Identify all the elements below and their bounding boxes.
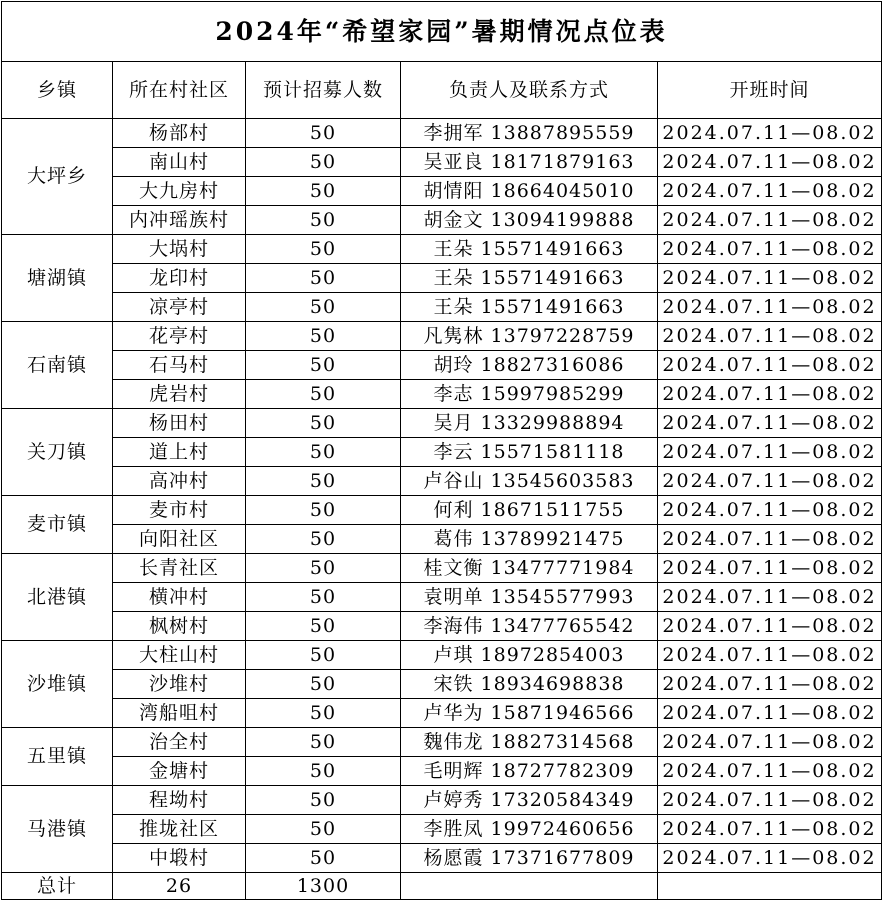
village-cell: 虎岩村 <box>113 380 246 409</box>
town-cell: 石南镇 <box>2 322 113 409</box>
count-cell: 50 <box>246 583 401 612</box>
total-row <box>2 873 882 900</box>
table-row <box>2 583 882 612</box>
date-cell: 2024.07.11—08.02 <box>658 641 882 670</box>
contact-cell: 李海伟 13477765542 <box>401 612 658 641</box>
village-cell: 南山村 <box>113 148 246 177</box>
contact-cell: 王朵 15571491663 <box>401 235 658 264</box>
table-row <box>2 728 882 757</box>
village-cell: 石马村 <box>113 351 246 380</box>
table-row <box>2 380 882 409</box>
town-cell: 麦市镇 <box>2 496 113 554</box>
village-cell: 向阳社区 <box>113 525 246 554</box>
count-cell: 50 <box>246 380 401 409</box>
contact-cell: 何利 18671511755 <box>401 496 658 525</box>
table-row <box>2 757 882 786</box>
header-date: 开班时间 <box>658 62 882 119</box>
table-row <box>2 293 882 322</box>
contact-cell: 葛伟 13789921475 <box>401 525 658 554</box>
village-cell: 湾船咀村 <box>113 699 246 728</box>
date-cell: 2024.07.11—08.02 <box>658 409 882 438</box>
date-cell: 2024.07.11—08.02 <box>658 670 882 699</box>
total-count: 1300 <box>246 873 401 900</box>
count-cell: 50 <box>246 119 401 148</box>
count-cell: 50 <box>246 235 401 264</box>
village-cell: 凉亭村 <box>113 293 246 322</box>
total-label: 总计 <box>2 873 113 900</box>
table-row <box>2 786 882 815</box>
contact-cell: 卢谷山 13545603583 <box>401 467 658 496</box>
contact-cell: 宋铁 18934698838 <box>401 670 658 699</box>
village-cell: 横冲村 <box>113 583 246 612</box>
header-village: 所在村社区 <box>113 62 246 119</box>
village-cell: 枫树村 <box>113 612 246 641</box>
date-cell: 2024.07.11—08.02 <box>658 206 882 235</box>
contact-cell: 胡情阳 18664045010 <box>401 177 658 206</box>
header-contact: 负责人及联系方式 <box>401 62 658 119</box>
count-cell: 50 <box>246 641 401 670</box>
date-cell: 2024.07.11—08.02 <box>658 467 882 496</box>
contact-cell: 吴月 13329988894 <box>401 409 658 438</box>
count-cell: 50 <box>246 699 401 728</box>
table-row <box>2 148 882 177</box>
village-cell: 道上村 <box>113 438 246 467</box>
date-cell: 2024.07.11—08.02 <box>658 322 882 351</box>
date-cell: 2024.07.11—08.02 <box>658 844 882 873</box>
village-cell: 沙堆村 <box>113 670 246 699</box>
count-cell: 50 <box>246 467 401 496</box>
count-cell: 50 <box>246 438 401 467</box>
contact-cell: 李志 15997985299 <box>401 380 658 409</box>
table-row <box>2 119 882 148</box>
village-cell: 程坳村 <box>113 786 246 815</box>
contact-cell: 王朵 15571491663 <box>401 293 658 322</box>
table-title: 2024年“希望家园”暑期情况点位表 <box>2 2 882 62</box>
table-body <box>2 2 882 900</box>
contact-cell: 胡玲 18827316086 <box>401 351 658 380</box>
date-cell: 2024.07.11—08.02 <box>658 496 882 525</box>
contact-cell: 毛明辉 18727782309 <box>401 757 658 786</box>
count-cell: 50 <box>246 670 401 699</box>
count-cell: 50 <box>246 177 401 206</box>
title-row <box>2 2 882 62</box>
table-row <box>2 815 882 844</box>
count-cell: 50 <box>246 844 401 873</box>
village-cell: 中塅村 <box>113 844 246 873</box>
table-row <box>2 264 882 293</box>
contact-cell: 桂文衡 13477771984 <box>401 554 658 583</box>
date-cell: 2024.07.11—08.02 <box>658 728 882 757</box>
table-row <box>2 351 882 380</box>
village-cell: 高冲村 <box>113 467 246 496</box>
village-cell: 杨田村 <box>113 409 246 438</box>
village-cell: 金塘村 <box>113 757 246 786</box>
table-row <box>2 322 882 351</box>
date-cell: 2024.07.11—08.02 <box>658 264 882 293</box>
contact-cell: 卢琪 18972854003 <box>401 641 658 670</box>
date-cell: 2024.07.11—08.02 <box>658 699 882 728</box>
contact-cell: 李拥军 13887895559 <box>401 119 658 148</box>
table-row <box>2 554 882 583</box>
date-cell: 2024.07.11—08.02 <box>658 351 882 380</box>
contact-cell: 吴亚良 18171879163 <box>401 148 658 177</box>
town-cell: 马港镇 <box>2 786 113 873</box>
contact-cell: 卢婷秀 17320584349 <box>401 786 658 815</box>
header-town: 乡镇 <box>2 62 113 119</box>
village-cell: 推垅社区 <box>113 815 246 844</box>
position-table <box>1 1 882 900</box>
date-cell: 2024.07.11—08.02 <box>658 757 882 786</box>
table-row <box>2 641 882 670</box>
contact-cell: 卢华为 15871946566 <box>401 699 658 728</box>
contact-cell: 杨愿霞 17371677809 <box>401 844 658 873</box>
village-cell: 大埚村 <box>113 235 246 264</box>
town-cell: 关刀镇 <box>2 409 113 496</box>
village-cell: 内冲瑶族村 <box>113 206 246 235</box>
header-count: 预计招募人数 <box>246 62 401 119</box>
contact-cell: 王朵 15571491663 <box>401 264 658 293</box>
village-cell: 花亭村 <box>113 322 246 351</box>
date-cell: 2024.07.11—08.02 <box>658 612 882 641</box>
date-cell: 2024.07.11—08.02 <box>658 119 882 148</box>
count-cell: 50 <box>246 148 401 177</box>
contact-cell: 凡隽林 13797228759 <box>401 322 658 351</box>
village-cell: 麦市村 <box>113 496 246 525</box>
count-cell: 50 <box>246 264 401 293</box>
town-cell: 沙堆镇 <box>2 641 113 728</box>
village-cell: 大柱山村 <box>113 641 246 670</box>
total-contact <box>401 873 658 900</box>
contact-cell: 李云 15571581118 <box>401 438 658 467</box>
date-cell: 2024.07.11—08.02 <box>658 177 882 206</box>
count-cell: 50 <box>246 322 401 351</box>
table-row <box>2 699 882 728</box>
total-villages: 26 <box>113 873 246 900</box>
count-cell: 50 <box>246 728 401 757</box>
count-cell: 50 <box>246 351 401 380</box>
table-row <box>2 409 882 438</box>
table-row <box>2 235 882 264</box>
count-cell: 50 <box>246 786 401 815</box>
table-row <box>2 844 882 873</box>
town-cell: 大坪乡 <box>2 119 113 235</box>
table-row <box>2 525 882 554</box>
contact-cell: 魏伟龙 18827314568 <box>401 728 658 757</box>
count-cell: 50 <box>246 409 401 438</box>
date-cell: 2024.07.11—08.02 <box>658 380 882 409</box>
date-cell: 2024.07.11—08.02 <box>658 815 882 844</box>
table-row <box>2 612 882 641</box>
date-cell: 2024.07.11—08.02 <box>658 438 882 467</box>
date-cell: 2024.07.11—08.02 <box>658 583 882 612</box>
count-cell: 50 <box>246 815 401 844</box>
table-row <box>2 670 882 699</box>
contact-cell: 李胜凤 19972460656 <box>401 815 658 844</box>
date-cell: 2024.07.11—08.02 <box>658 786 882 815</box>
town-cell: 塘湖镇 <box>2 235 113 322</box>
count-cell: 50 <box>246 293 401 322</box>
village-cell: 长青社区 <box>113 554 246 583</box>
contact-cell: 袁明单 13545577993 <box>401 583 658 612</box>
date-cell: 2024.07.11—08.02 <box>658 525 882 554</box>
count-cell: 50 <box>246 206 401 235</box>
contact-cell: 胡金文 13094199888 <box>401 206 658 235</box>
date-cell: 2024.07.11—08.02 <box>658 293 882 322</box>
town-cell: 北港镇 <box>2 554 113 641</box>
count-cell: 50 <box>246 757 401 786</box>
count-cell: 50 <box>246 554 401 583</box>
village-cell: 龙印村 <box>113 264 246 293</box>
table-row <box>2 438 882 467</box>
village-cell: 杨部村 <box>113 119 246 148</box>
total-date <box>658 873 882 900</box>
count-cell: 50 <box>246 525 401 554</box>
date-cell: 2024.07.11—08.02 <box>658 235 882 264</box>
town-cell: 五里镇 <box>2 728 113 786</box>
village-cell: 治全村 <box>113 728 246 757</box>
header-row <box>2 62 882 119</box>
village-cell: 大九房村 <box>113 177 246 206</box>
table-row <box>2 177 882 206</box>
date-cell: 2024.07.11—08.02 <box>658 148 882 177</box>
count-cell: 50 <box>246 612 401 641</box>
count-cell: 50 <box>246 496 401 525</box>
table-row <box>2 496 882 525</box>
table-row <box>2 206 882 235</box>
table-row <box>2 467 882 496</box>
date-cell: 2024.07.11—08.02 <box>658 554 882 583</box>
